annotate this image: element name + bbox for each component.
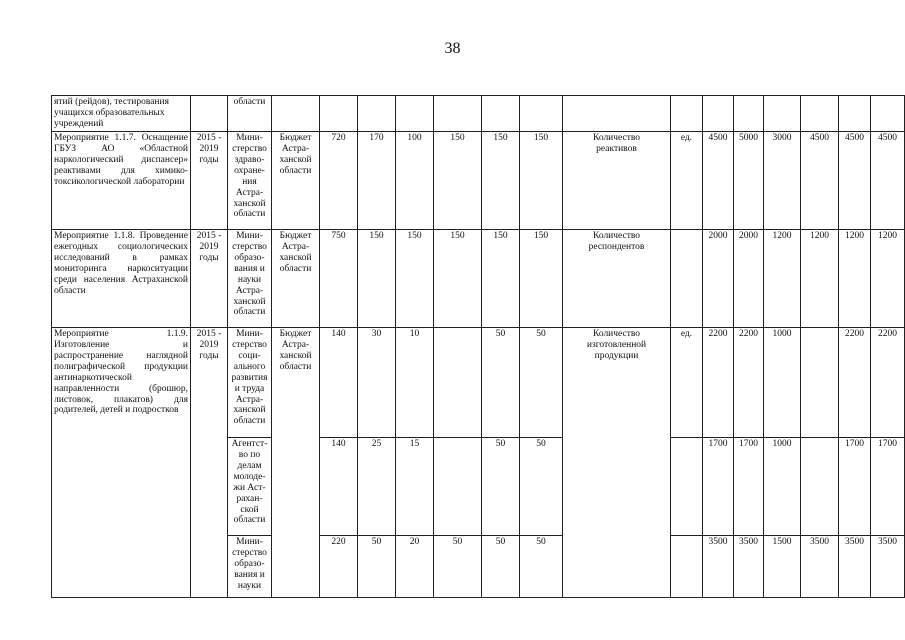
fin-total: 750 [320,230,358,328]
fin-2016: 10 [396,328,434,438]
indicator-2017 [801,438,839,536]
indicator-base: 1700 [703,438,734,536]
fin-total: 140 [320,328,358,438]
indicator-2019: 1700 [871,438,905,536]
fin-2018: 150 [482,230,520,328]
executor: области [233,97,266,107]
fin-2019: 50 [520,438,563,536]
indicator-2015: 2200 [734,328,764,438]
indicator-2018: 1200 [839,230,871,328]
indicator-2018: 2200 [839,328,871,438]
fin-total: 140 [320,438,358,536]
executor: Агентст- во по делам молоде- жи Аст- рахан- ской области [231,439,268,526]
indicator-2019: 3500 [871,536,905,598]
fin-2017: 150 [434,132,482,230]
indicator-2018: 4500 [839,132,871,230]
fin-2019: 150 [520,132,563,230]
table-row [52,230,905,328]
table-row [52,96,905,132]
indicator-2015: 1700 [734,438,764,536]
fin-2018: 150 [482,132,520,230]
fin-2018: 50 [482,536,520,598]
unit [671,438,703,536]
indicator-2018: 1700 [839,438,871,536]
fin-2017 [434,438,482,536]
unit: ед. [671,132,703,230]
indicator-base: 3500 [703,536,734,598]
fin-2015: 170 [358,132,396,230]
funding-source: Бюджет Астра- ханской области [279,329,312,372]
indicator-2016: 1200 [764,230,801,328]
indicator-2019: 4500 [871,132,905,230]
table-row [52,328,905,438]
fin-2016: 100 [396,132,434,230]
executor: Мини- стерство здраво- охране- ния Астра- ханской области [232,133,267,220]
fin-2017: 150 [434,230,482,328]
event-name: Мероприятие 1.1.8. Проведение ежегодных социологических исследований в рамках мониторинга наркоситуации среди населения Астраханской области [52,230,191,328]
fin-2015: 150 [358,230,396,328]
event-name: ятий (рейдов), тестирования учащихся образовательных учреждений [54,97,169,129]
indicator-name: Количество респондентов [588,231,645,252]
indicator-name: Количество изготовленной продукции [586,329,647,361]
indicator-2015: 2000 [734,230,764,328]
event-name: Мероприятие 1.1.7. Оснащение ГБУЗ АО «Областной наркологический диспансер» реактивами для химико-токсикологической лаборатории [52,132,191,230]
indicator-2015: 5000 [734,132,764,230]
indicator-base: 4500 [703,132,734,230]
fin-2016: 20 [396,536,434,598]
event-name: Мероприятие 1.1.9. Изготовление и распространение наглядной полиграфической продукции антинаркотической направленности (брошюр, листовок, плакатов) для родителей, детей и подростков [52,328,191,598]
program-table [51,95,905,598]
indicator-2017: 4500 [801,132,839,230]
unit [671,230,703,328]
indicator-2016: 3000 [764,132,801,230]
executor: Мини- стерство соци- ального развития и труда Астра- ханской области [231,329,268,427]
indicator-2017 [801,328,839,438]
indicator-2017: 1200 [801,230,839,328]
indicator-2015: 3500 [734,536,764,598]
fin-2019: 150 [520,230,563,328]
indicator-2018: 3500 [839,536,871,598]
fin-2015: 25 [358,438,396,536]
fin-2015: 50 [358,536,396,598]
indicator-2016: 1000 [764,438,801,536]
indicator-2016: 1500 [764,536,801,598]
indicator-base: 2200 [703,328,734,438]
funding-source: Бюджет Астра- ханской области [279,133,312,176]
fin-2015: 30 [358,328,396,438]
executor: Мини- стерство образо- вания и науки [232,537,267,591]
fin-2017: 50 [434,536,482,598]
table-row [52,132,905,230]
indicator-2019: 2200 [871,328,905,438]
unit: ед. [671,328,703,438]
funding-source: Бюджет Астра- ханской области [279,231,312,274]
unit [671,536,703,598]
indicator-base: 2000 [703,230,734,328]
fin-2019: 50 [520,328,563,438]
term: 2015 - 2019 годы [196,231,222,263]
term: 2015 - 2019 годы [196,329,222,361]
fin-2016: 150 [396,230,434,328]
indicator-2017: 3500 [801,536,839,598]
term: 2015 - 2019 годы [196,133,222,165]
fin-total: 720 [320,132,358,230]
executor: Мини- стерство образо- вания и науки Астра- ханской области [232,231,267,318]
fin-2018: 50 [482,438,520,536]
fin-total: 220 [320,536,358,598]
fin-2017 [434,328,482,438]
fin-2018: 50 [482,328,520,438]
fin-2019: 50 [520,536,563,598]
page-number: 38 [444,40,461,57]
fin-2016: 15 [396,438,434,536]
indicator-2016: 1000 [764,328,801,438]
indicator-2019: 1200 [871,230,905,328]
indicator-name: Количество реактивов [592,133,641,154]
